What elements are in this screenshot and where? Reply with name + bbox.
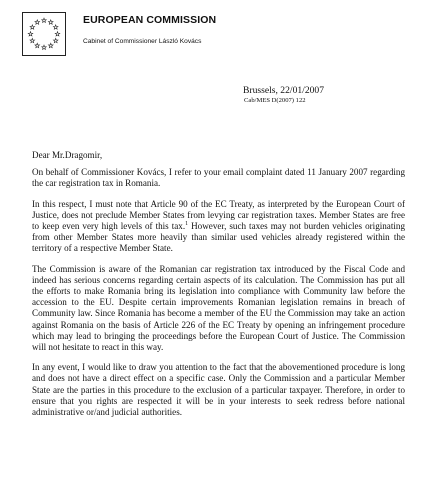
- star-icon: [28, 32, 33, 36]
- star-icon: [53, 25, 58, 29]
- star-icon: [42, 18, 47, 22]
- star-icon: [35, 20, 40, 24]
- paragraph-2-text-a: In this respect, I must note that Article 90 of the EC Treaty, as interpreted by the European Court of Justice, does not preclude Member States from levying car registration taxes. Member States are free to keep even very high levels of this tax.: [32, 198, 405, 232]
- letter-body: [32, 150, 405, 427]
- salutation: Dear Mr.Dragomir,: [32, 150, 103, 160]
- organization-name: EUROPEAN COMMISSION: [83, 14, 217, 26]
- paragraph-4: In any event, I would like to draw you attention to the fact that the abovementioned procedure is long and does not have a direct effect on a specific case. Only the Commission and a particular Member State are the parties in this procedure to the exclusion of a particular taxpayer. Therefore, in order to ensure that you rights are respected it will be in your interests to seek redress before national administrative or/and judicial authorities.: [32, 362, 405, 418]
- star-icon: [30, 38, 35, 42]
- star-icon: [48, 20, 53, 24]
- star-icon: [53, 38, 58, 42]
- paragraph-3: The Commission is aware of the Romanian car registration tax introduced by the Fiscal Code and indeed has serious concerns regarding certain aspects of its calculation. The Commission has put all the efforts to make Romania bring its legislation into compliance with Community law before the accession to the EU. Despite certain improvements Romanian legislation remains in breach of Community law. Since Romania has become a member of the EU the Commission may take an action against Romania on the basis of Article 226 of the EC Treaty by opening an infringement procedure which may lead to bringing the proceedings before the European Court of Justice. The Commission will not hesitate to react in this way.: [32, 263, 405, 353]
- date-line: Brussels, 22/01/2007: [243, 85, 325, 96]
- paragraph-2-text-b: However, such taxes may not burden vehicles originating from other Member States more heavily than similar used vehicles already registered within the territory of a respective Member State.: [32, 221, 405, 254]
- star-icon: [42, 45, 47, 49]
- cabinet-line: Cabinet of Commissioner László Kovács: [83, 38, 202, 45]
- star-icon: [55, 32, 60, 36]
- star-icon: [48, 43, 53, 47]
- eu-flag-stars-icon: [22, 12, 66, 56]
- footnote-marker: 1: [185, 220, 189, 227]
- paragraph-2: [32, 199, 405, 255]
- paragraph-1: On behalf of Commissioner Kovács, I refer to your email complaint dated 11 January 2007 regarding the car registration tax in Romania.: [32, 167, 405, 189]
- star-icon: [35, 43, 40, 47]
- reference-number: Cab/MES D(2007) 122: [244, 97, 306, 104]
- star-icon: [30, 25, 35, 29]
